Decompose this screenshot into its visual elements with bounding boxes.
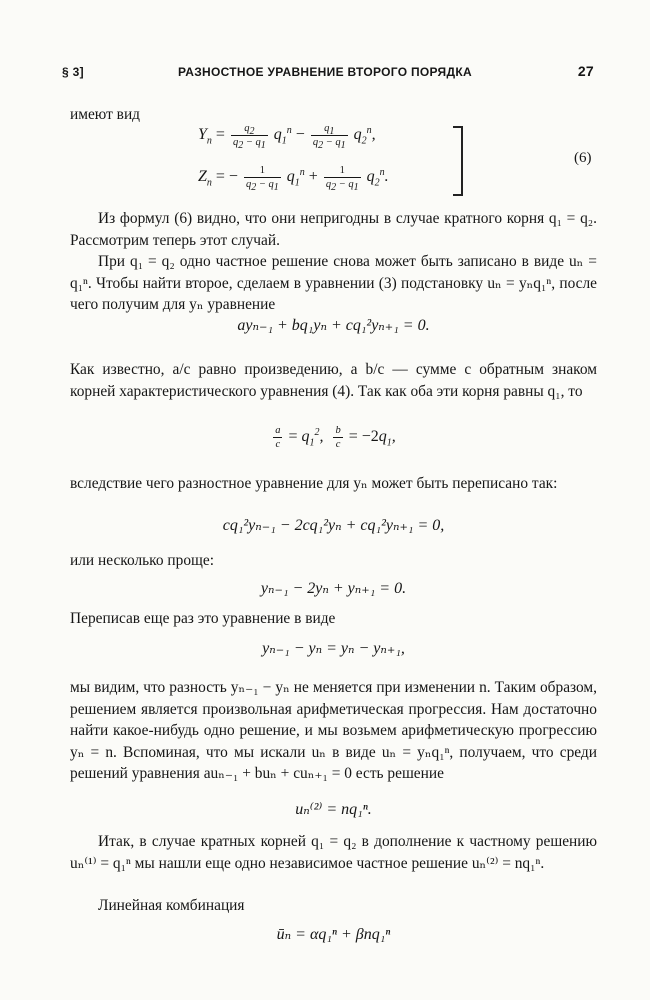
paragraph-8: Итак, в случае кратных корней q₁ = q₂ в дополнение к частному решению uₙ⁽¹⁾ = q₁ⁿ мы нашли еще одно независимое частное решение uₙ⁽²⁾ = nq₁ⁿ. xyxy=(70,833,597,872)
equation-e: yₙ₋₁ − yₙ = yₙ − yₙ₊₁, xyxy=(262,640,405,657)
paragraph-7: мы видим, что разность yₙ₋₁ − yₙ не меняется при изменении n. Таким образом, решением является произвольная арифметическая прогрессия. Нам достаточно найти какое-нибудь одно решение, и мы возьмем арифметическую прогрессию yₙ = n. Вспоминая, что мы искали uₙ в виде uₙ = yₙq₁ⁿ, получаем, что среди решений уравнения auₙ₋₁ + buₙ + cuₙ₊₁ = 0 есть решение xyxy=(70,679,597,782)
header-title: РАЗНОСТНОЕ УРАВНЕНИЕ ВТОРОГО ПОРЯДКА xyxy=(178,65,472,79)
system-row-z: $Z_n$ = − $\frac{1}{q_2 - q_1}$ $q_1^n$ + $\frac{1}{q_2 - q_1}$ $q_2^n$. xyxy=(198,165,389,194)
equation-c: cq₁²yₙ₋₁ − 2cq₁²yₙ + cq₁²yₙ₊₁ = 0, xyxy=(222,517,445,534)
system-brace xyxy=(453,126,463,196)
equation-number: (6) xyxy=(574,150,592,166)
page-number: 27 xyxy=(577,63,594,79)
equation-a: ayₙ₋₁ + bq₁yₙ + cq₁²yₙ₊₁ = 0. xyxy=(237,317,430,334)
paragraph-4: вследствие чего разностное уравнение для yₙ может быть переписано так: xyxy=(70,475,558,492)
section-mark: § 3] xyxy=(62,65,84,79)
paragraph-3: Как известно, a/c равно произведению, а b/c — сумме с обратным знаком корней характеристического уравнения (4). Так как оба эти корня равны q₁, то xyxy=(70,361,597,400)
system-row-y: $Y_n$ = $\frac{q_2}{q_2 - q_1}$ $q_1^n$ − $\frac{q_1}{q_2 - q_1}$ $q_2^n$, xyxy=(198,123,376,152)
equation-d: yₙ₋₁ − 2yₙ + yₙ₊₁ = 0. xyxy=(260,580,407,597)
paragraph-9: Линейная комбинация xyxy=(98,897,245,914)
running-header xyxy=(0,63,650,83)
solution-system xyxy=(198,120,468,198)
intro-text: имеют вид xyxy=(70,106,141,123)
paragraph-2: При q₁ = q₂ одно частное решение снова может быть записано в виде uₙ = q₁ⁿ. Чтобы найти второе, сделаем в уравнении (3) подстановку uₙ = yₙq₁ⁿ, после чего получим для yₙ уравнение xyxy=(70,253,597,313)
paragraph-5: или несколько проще: xyxy=(70,552,214,569)
equation-b: $\frac{a}{c}$ = $q_1^2$, $\frac{b}{c}$ = $-2q_1$, xyxy=(275,425,396,450)
paragraph-1: Из формул (6) видно, что они непригодны в случае кратного корня q₁ = q₂. Рассмотрим теперь этот случай. xyxy=(70,210,597,249)
equation-f: uₙ⁽²⁾ = nq₁ⁿ. xyxy=(295,801,372,818)
paragraph-6: Переписав еще раз это уравнение в виде xyxy=(70,610,336,627)
equation-g: ūₙ = αq₁ⁿ + βnq₁ⁿ xyxy=(276,926,391,943)
